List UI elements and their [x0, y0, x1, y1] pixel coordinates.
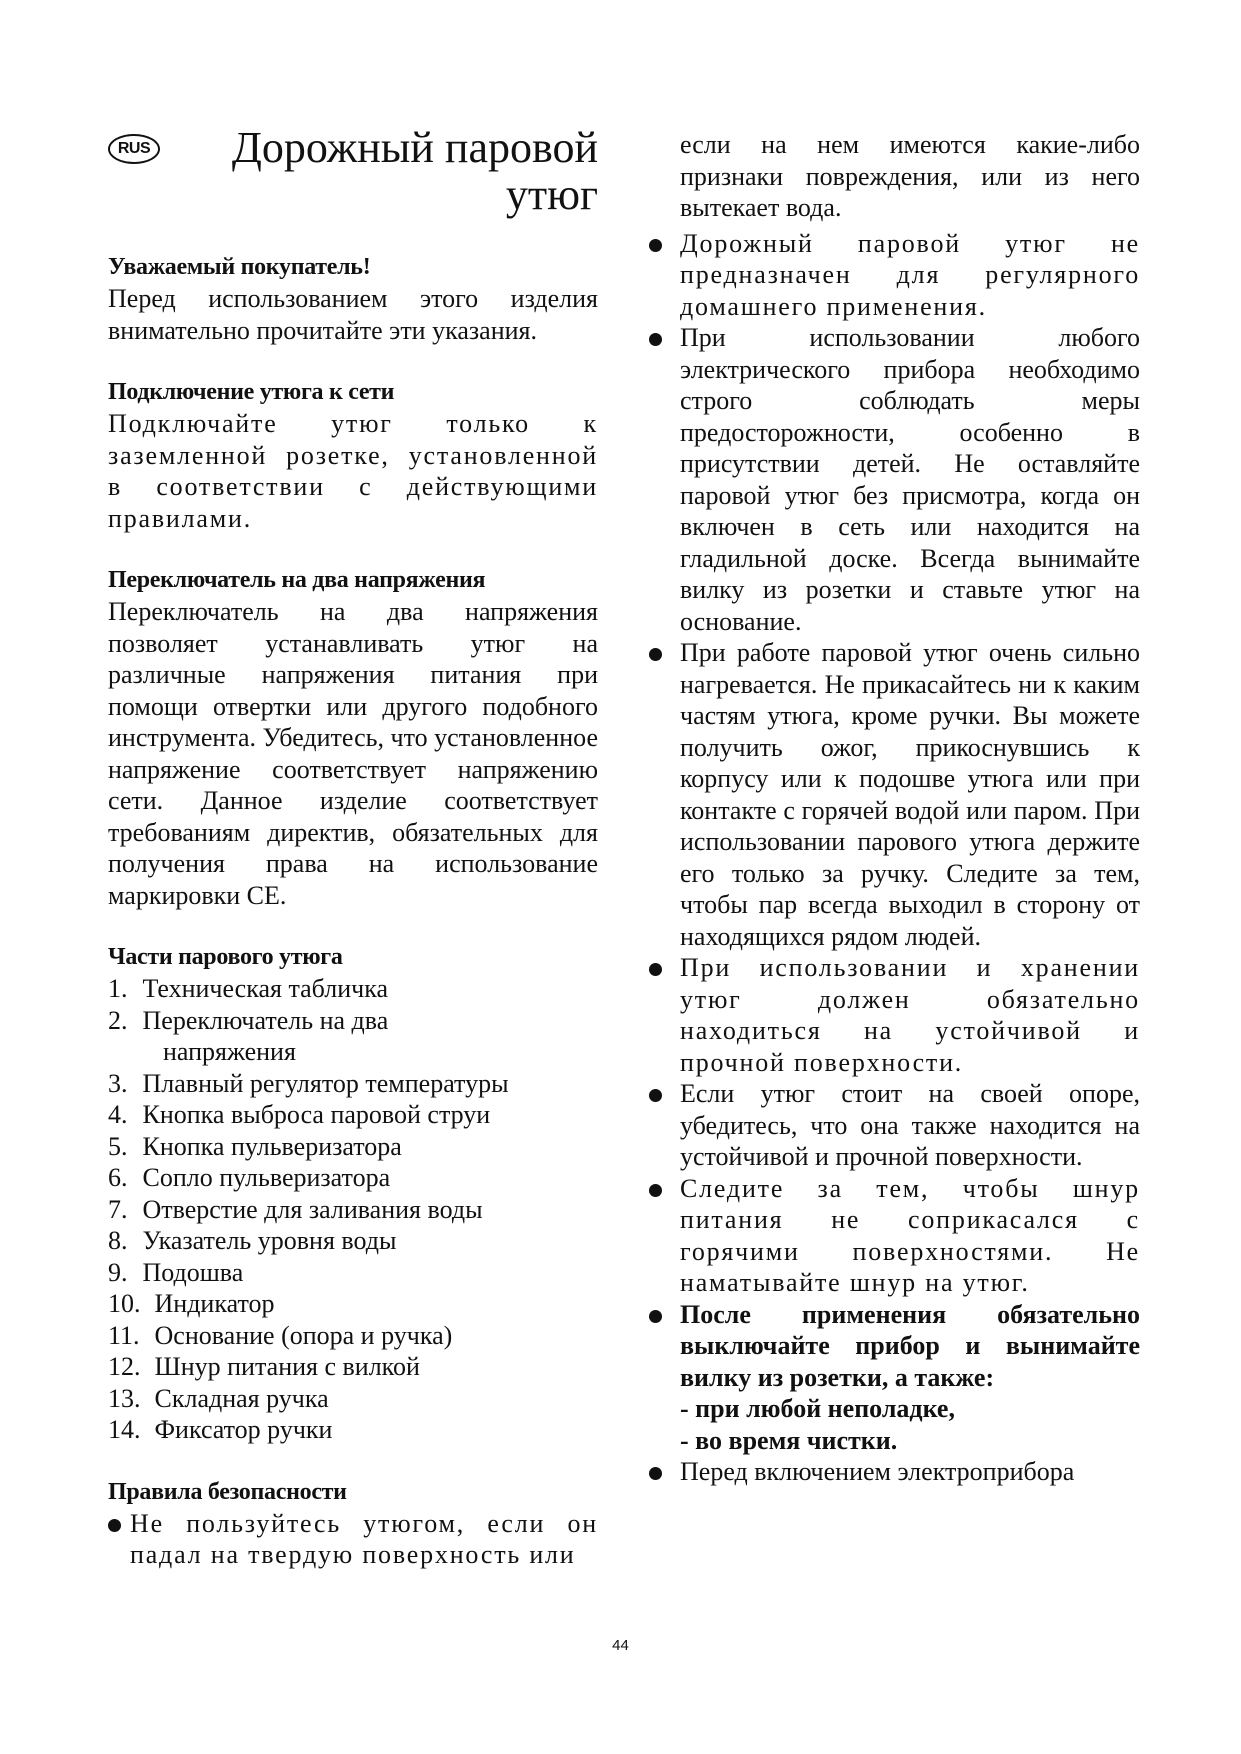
safety-list-right-end — [646, 1456, 1140, 1488]
safety-item-2: Дорожный паровой утюг не предназначен для регулярного домашнего применения. — [646, 228, 1140, 323]
safety-item-1-start: Не пользуйтесь утюгом, если он падал на твердую поверхность или — [108, 1508, 598, 1571]
safety-heading: Правила безопасности — [108, 1478, 347, 1505]
list-item: 3. Плавный регулятор температуры — [108, 1068, 509, 1098]
list-item: 1. Техническая табличка — [108, 974, 389, 1003]
safety-item-7: Следите за тем, чтобы шнур питания не соприкасался с горячими поверхностями. Не наматывайте шнур на утюг. — [646, 1173, 1140, 1299]
list-item: 7. Отверстие для заливания воды — [108, 1194, 483, 1224]
safety-item-8-sub-1: - при любой неполадке, — [680, 1394, 955, 1423]
safety-item-3: При использовании любого электрического прибора необходимо строго соблюдать меры предосторожности, особенно в присутствии детей. Не оставляйте паровой утюг без присмотра, когда он включен в сеть или находится на гладильной доске. Всегда вынимайте вилку из розетки и ставьте утюг на основание. — [646, 322, 1140, 637]
list-item: 13. Складная ручка — [108, 1383, 329, 1413]
intro-text: Перед использованием этого изделия внимательно прочитайте эти указания. — [108, 284, 598, 345]
right-column — [646, 129, 1140, 1488]
list-item-continuation: напряжения — [163, 1037, 296, 1066]
page-number: 44 — [612, 1637, 629, 1654]
intro-heading: Уважаемый покупатель! — [108, 254, 371, 280]
language-badge: RUS — [108, 134, 160, 164]
safety-item-4: При работе паровой утюг очень сильно нагревается. Не прикасайтесь ни к каким частям утюга, кроме ручки. Вы можете получить ожог, прикоснувшись к корпусу или к подошве утюга или при контакте с горячей водой или паром. При использовании парового утюга держите его только за ручку. Следите за тем, чтобы пар всегда выходил в сторону от находящихся рядом людей. — [646, 637, 1140, 952]
parts-heading: Части парового утюга — [108, 944, 343, 970]
safety-list-right — [646, 228, 1140, 1394]
title-line-2: утюг — [505, 170, 598, 219]
safety-item-1-continued: если на нем имеются какие-либо признаки повреждения, или из него вытекает вода. — [680, 130, 1140, 222]
list-item: 14. Фиксатор ручки — [108, 1415, 333, 1444]
left-column — [108, 124, 598, 1571]
safety-item-6: Если утюг стоит на своей опоре, убедитесь, что она также находится на устойчивой и прочной поверхности. — [646, 1078, 1140, 1173]
safety-item-8-sub-2: - во время чистки. — [680, 1425, 898, 1455]
safety-item-8: После применения обязательно выключайте прибор и вынимайте вилку из розетки, а также: — [646, 1299, 1140, 1394]
list-item: 11. Основание (опора и ручка) — [108, 1320, 453, 1350]
parts-list — [108, 973, 598, 1446]
list-item: 10. Индикатор — [108, 1289, 275, 1318]
list-item: 4. Кнопка выброса паровой струи — [108, 1100, 491, 1129]
list-item: 8. Указатель уровня воды — [108, 1226, 397, 1255]
connection-text: Подключайте утюг только к заземленной розетке, установленной в соответствии с действующими правилами. — [108, 409, 598, 533]
list-item: 6. Сопло пульверизатора — [108, 1163, 391, 1192]
safety-item-9: Перед включением электроприбора — [646, 1456, 1140, 1488]
safety-list-left — [108, 1508, 598, 1571]
list-item: 2. Переключатель на два — [108, 1005, 389, 1035]
connection-heading: Подключение утюга к сети — [108, 379, 395, 405]
safety-item-5: При использовании и хранении утюг должен обязательно находиться на устойчивой и прочной поверхности. — [646, 952, 1140, 1078]
list-item: 12. Шнур питания с вилкой — [108, 1352, 420, 1381]
list-item: 9. Подошва — [108, 1257, 244, 1287]
title-line-1: Дорожный паровой — [231, 123, 598, 172]
voltage-text: Переключатель на два напряжения позволяет устанавливать утюг на различные напряжения питания при помощи отвертки или другого подобного инструмента. Убедитесь, что установленное напряжение соответствует напряжению сети. Данное изделие соответствует требованиям директив, обязательных для получения права на использование маркировки CE. — [108, 597, 598, 910]
title-block — [108, 124, 598, 230]
voltage-heading: Переключатель на два напряжения — [108, 567, 486, 593]
page-title — [188, 124, 598, 218]
list-item: 5. Кнопка пульверизатора — [108, 1131, 402, 1161]
